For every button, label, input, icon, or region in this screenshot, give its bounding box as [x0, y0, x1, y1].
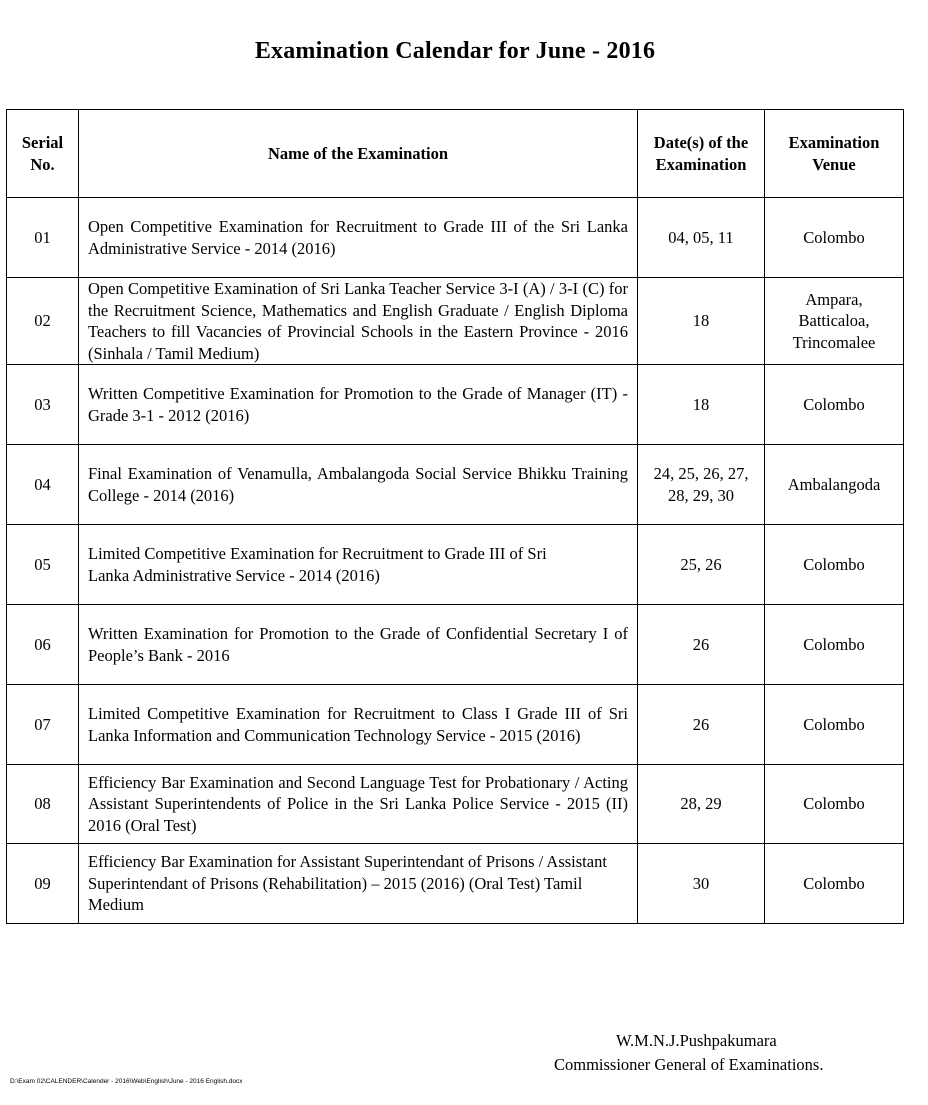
exam-name-cell: Open Competitive Examination for Recruitment to Grade III of the Sri Lanka Administrative Service - 2014 (2016): [79, 198, 638, 278]
header-exam-name: Name of the Examination: [79, 110, 638, 198]
exam-name-cell: Final Examination of Venamulla, Ambalangoda Social Service Bhikku Training College - 2014 (2016): [79, 445, 638, 525]
exam-name-cell: Efficiency Bar Examination for Assistant Superintendant of Prisons / Assistant Superintendant of Prisons (Rehabilitation) – 2015 (2016) (Oral Test) Tamil Medium: [79, 844, 638, 924]
serial-cell: 01: [7, 198, 79, 278]
signatory-title: Commissioner General of Examinations.: [554, 1055, 824, 1074]
serial-cell: 04: [7, 445, 79, 525]
exam-venue-cell: Colombo: [765, 198, 904, 278]
serial-cell: 05: [7, 525, 79, 605]
examination-calendar-table: [6, 109, 904, 924]
exam-dates-cell: 25, 26: [638, 525, 765, 605]
serial-cell: 09: [7, 844, 79, 924]
exam-dates-cell: 18: [638, 278, 765, 365]
exam-dates-cell: 26: [638, 685, 765, 765]
exam-dates-cell: 26: [638, 605, 765, 685]
exam-venue-cell: Colombo: [765, 765, 904, 844]
exam-venue-cell: Ambalangoda: [765, 445, 904, 525]
serial-cell: 02: [7, 278, 79, 365]
table-row: [7, 365, 904, 445]
table-row: [7, 278, 904, 365]
exam-venue-cell: Ampara, Batticaloa, Trincomalee: [765, 278, 904, 365]
exam-name-cell: Limited Competitive Examination for Recruitment to Grade III of Sri Lanka Administrative Service - 2014 (2016): [79, 525, 638, 605]
table-row: [7, 445, 904, 525]
exam-name-cell: Limited Competitive Examination for Recruitment to Class I Grade III of Sri Lanka Information and Communication Technology Service - 2015 (2016): [79, 685, 638, 765]
table-row: [7, 198, 904, 278]
exam-dates-cell: 04, 05, 11: [638, 198, 765, 278]
serial-cell: 03: [7, 365, 79, 445]
header-serial-no: Serial No.: [7, 110, 79, 198]
exam-name-cell: Open Competitive Examination of Sri Lanka Teacher Service 3-I (A) / 3-I (C) for the Recruitment Science, Mathematics and English Graduate / English Diploma Teachers to fill Vacancies of Provincial Schools in the Eastern Province - 2016 (Sinhala / Tamil Medium): [79, 278, 638, 365]
exam-venue-cell: Colombo: [765, 844, 904, 924]
table-row: [7, 765, 904, 844]
table-header-row: [7, 110, 904, 198]
exam-name-cell: Written Examination for Promotion to the Grade of Confidential Secretary I of People’s Bank - 2016: [79, 605, 638, 685]
document-file-path: D:\Exam 02\CALENDER\Calender - 2016\Web\English\June - 2016 English.docx: [10, 1078, 243, 1085]
exam-venue-cell: Colombo: [765, 525, 904, 605]
exam-name-cell: Efficiency Bar Examination and Second Language Test for Probationary / Acting Assistant Superintendents of Police in the Sri Lanka Police Service - 2015 (II) 2016 (Oral Test): [79, 765, 638, 844]
header-exam-dates: Date(s) of the Examination: [638, 110, 765, 198]
serial-cell: 08: [7, 765, 79, 844]
exam-dates-cell: 24, 25, 26, 27, 28, 29, 30: [638, 445, 765, 525]
page-title: Examination Calendar for June - 2016: [254, 38, 656, 64]
signatory-name: W.M.N.J.Pushpakumara: [616, 1031, 777, 1050]
table-row: [7, 844, 904, 924]
exam-dates-cell: 28, 29: [638, 765, 765, 844]
header-exam-venue: Examination Venue: [765, 110, 904, 198]
exam-venue-cell: Colombo: [765, 605, 904, 685]
exam-dates-cell: 30: [638, 844, 765, 924]
serial-cell: 07: [7, 685, 79, 765]
exam-dates-cell: 18: [638, 365, 765, 445]
serial-cell: 06: [7, 605, 79, 685]
exam-name-cell: Written Competitive Examination for Promotion to the Grade of Manager (IT) - Grade 3-1 - 2012 (2016): [79, 365, 638, 445]
table-row: [7, 525, 904, 605]
exam-venue-cell: Colombo: [765, 365, 904, 445]
table-row: [7, 685, 904, 765]
table-row: [7, 605, 904, 685]
exam-venue-cell: Colombo: [765, 685, 904, 765]
